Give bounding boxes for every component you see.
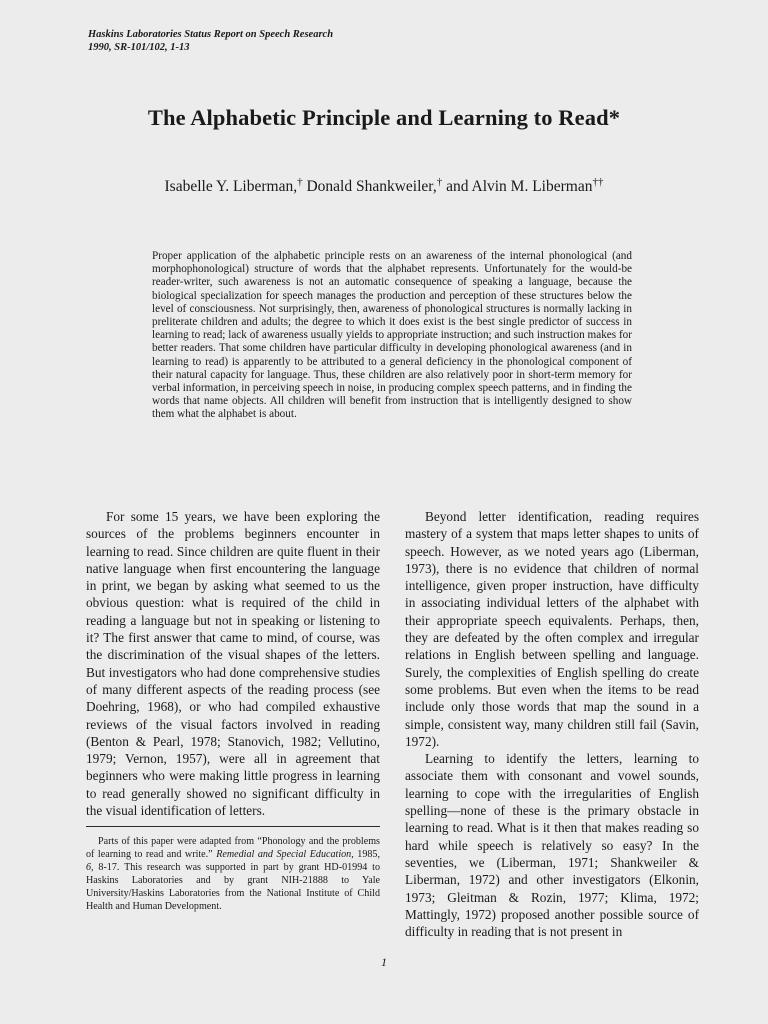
footnote-journal: Remedial and Special Education (216, 849, 352, 861)
body-paragraph: For some 15 years, we have been exploring the sources of the problems beginners encounter in learning to read. Since children are quite fluent in their native language when first encountering the language in print, we began by asking what seemed to us the obvious question: what is required of the child in reading a language but not in speaking or listening to it? The first answer that came to mind, of course, was the discrimination of the visual shapes of the letters. But investigators who had done comprehensive studies of many different aspects of the reading process (see Doehring, 1968), or who had compiled exhaustive reviews of the visual factors involved in reading (Benton & Pearl, 1978; Stanovich, 1982; Vellutino, 1979; Vernon, 1957), were all in agreement that beginners who were making little progress in learning to read generally showed no significant difficulty in the visual identification of letters. (86, 509, 380, 819)
header-issue-line: 1990, SR-101/102, 1-13 (88, 42, 190, 53)
footnote-text: , 1985, (351, 849, 380, 861)
author-list (0, 175, 768, 196)
footnote (86, 835, 380, 914)
author-name: Donald Shankweiler, (306, 178, 437, 195)
author-affiliation-mark: †† (592, 175, 604, 188)
author-name: Alvin M. Liberman (471, 178, 593, 195)
author-affiliation-mark: † (436, 175, 443, 188)
body-paragraph: Learning to identify the letters, learning to associate them with consonant and vowel sounds, learning to cope with the irregularities of English spelling—none of these is the primary obstacle in learning to read. What is it then that makes reading so hard while speech is relatively so easy? In the seventies, we (Liberman, 1971; Shankweiler & Liberman, 1972) and other investigators (Elkonin, 1973; Gleitman & Rozin, 1977; Klima, 1972; Mattingly, 1972) proposed another possible source of difficulty in reading that is not present in (405, 751, 699, 940)
abstract: Proper application of the alphabetic principle rests on an awareness of the internal phonological (and morphophonological) structure of words that the alphabet represents. Unfortunately for the would-be reader-writer, such awareness is not an automatic consequence of speaking a language, because the biological specialization for speech manages the production and perception of these structures below the level of consciousness. Not surprisingly, then, awareness of phonological structures is normally lacking in preliterate children and adults; the degree to which it does exist is the best single predictor of success in learning to read; lack of awareness usually yields to appropriate instruction; and such instruction makes for better readers. That some children have particular difficulty in developing phonological awareness (and in learning to read) is apparently to be attributed to a general deficiency in the phonological component of their natural capacity for language. Thus, these children are also relatively poor in short-term memory for verbal information, in perceiving speech in noise, in producing complex speech patterns, and in finding the words that name objects. All children will benefit from instruction that is intelligently designed to show them what the alphabet is about. (152, 250, 632, 421)
body-column-left (86, 508, 380, 819)
header-journal-line: Haskins Laboratories Status Report on Speech Research (88, 29, 334, 40)
body-paragraph: Beyond letter identification, reading requires mastery of a system that maps letter shapes to units of speech. However, as we noted years ago (Liberman, 1973), there is no evidence that children of normal intelligence, given proper instruction, have difficulty in associating individual letters of the alphabet with their appropriate speech equivalents. Perhaps, then, they are defeated by the often complex and irregular relations in English between spelling and language. Surely, the complexities of English spelling do create some problems. But even when the items to be read include only those words that map the sound in a simple, consistent way, many children still fail (Savin, 1972). (405, 509, 699, 749)
footnote-text: , 8-17. This research was supported in part by grant HD-01994 to Haskins Laboratories and by grant NIH-21888 to Yale University/Haskins Laboratories from the National Institute of Child Health and Human Development. (86, 862, 380, 913)
running-header (88, 28, 333, 54)
author-name: Isabelle Y. Liberman, (164, 178, 298, 195)
author-affiliation-mark: † (297, 175, 303, 188)
body-column-right (405, 508, 699, 940)
footnote-text: Parts of this paper were adapted from “Phonology and the problems of learning to read and write.” (86, 836, 380, 861)
paper-title: The Alphabetic Principle and Learning to Read* (147, 105, 621, 130)
footnote-volume: 6 (86, 862, 92, 874)
author-separator: and (442, 178, 472, 195)
footnote-divider (86, 826, 380, 827)
page-number: 1 (381, 955, 387, 969)
